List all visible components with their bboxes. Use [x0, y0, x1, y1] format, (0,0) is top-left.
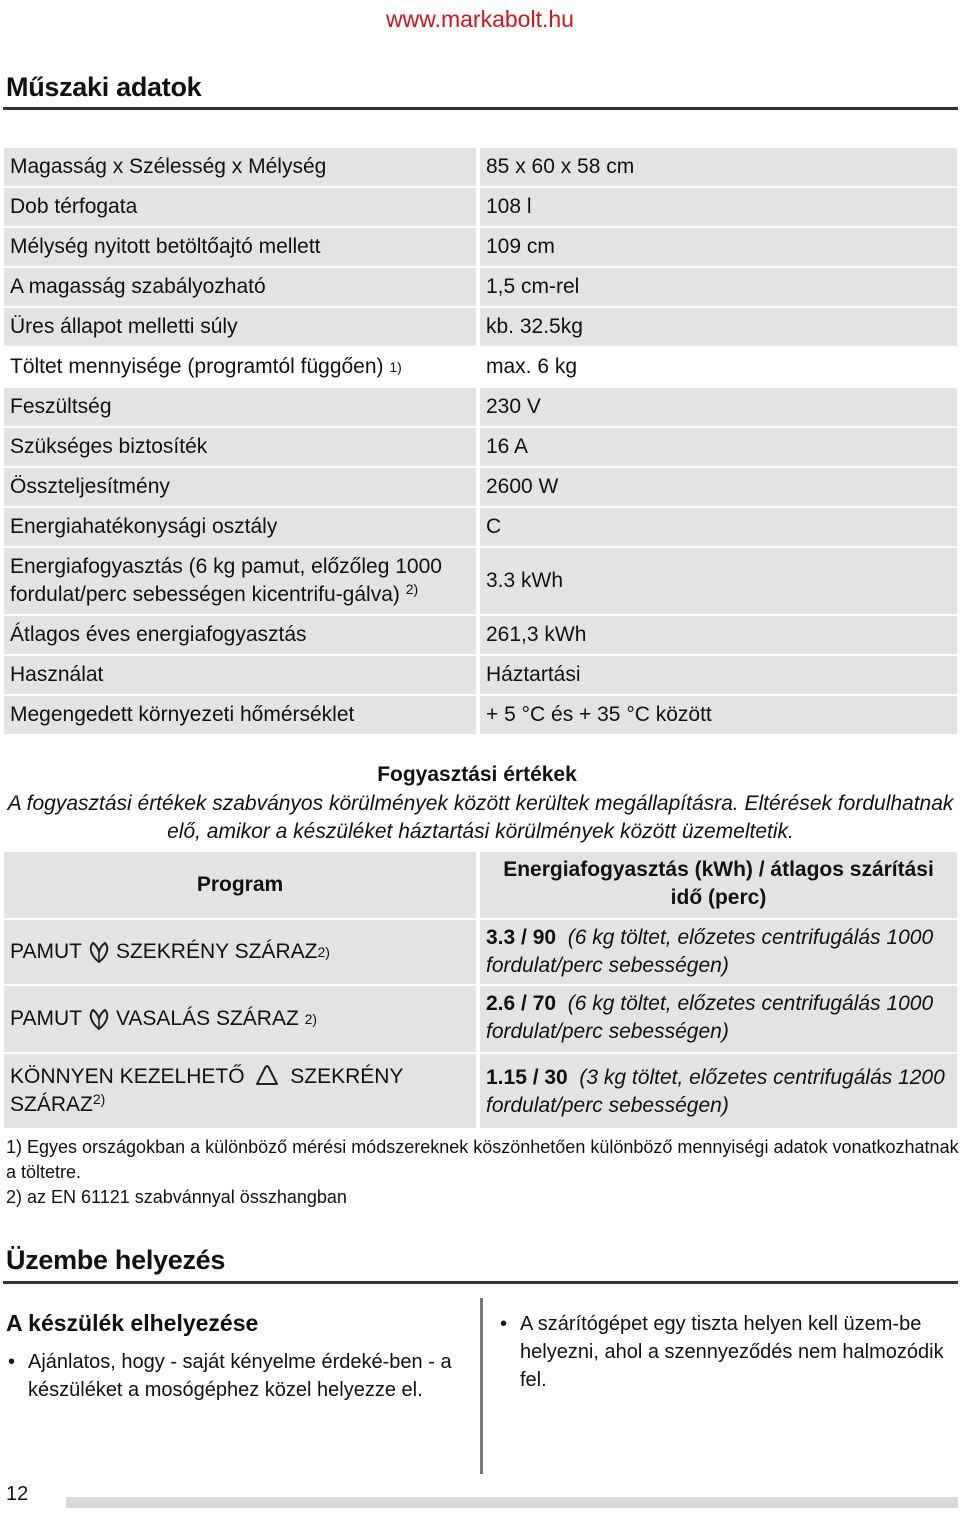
program-value-cell — [480, 920, 957, 984]
program-name: KÖNNYEN KEZELHETŐ — [10, 1065, 245, 1088]
table-row — [4, 228, 957, 268]
spec-label: Mélység nyitott betöltőajtó mellett — [4, 228, 476, 266]
table-row — [4, 548, 957, 616]
spec-value: max. 6 kg — [480, 348, 957, 386]
spec-value: 16 A — [480, 428, 957, 466]
spec-label: Magasság x Szélesség x Mélység — [4, 148, 476, 186]
table-row — [4, 616, 957, 656]
program-table — [4, 852, 957, 1130]
spec-label: Töltet mennyisége (programtól függően) — [10, 355, 384, 378]
table-row — [4, 696, 957, 736]
program-cell: PAMUT SZEKRÉNY SZÁRAZ 2) — [4, 920, 476, 984]
table-row — [4, 986, 957, 1054]
spec-label-cell: Töltet mennyisége (programtól függően) 1) — [4, 348, 476, 386]
table-row — [4, 428, 957, 468]
cotton-care-icon — [86, 1006, 112, 1032]
program-detail: (6 kg töltet, előzetes centrifugálás 1000 fordulat/perc sebességen) — [486, 992, 934, 1043]
list-item: • A szárítógépet egy tiszta helyen kell üzem-be helyezni, ahol a szennyeződés nem halmozódik fel. — [498, 1310, 958, 1394]
bullet-list-right — [498, 1310, 958, 1394]
spec-value: 85 x 60 x 58 cm — [480, 148, 957, 186]
spec-label: Összteljesítmény — [4, 468, 476, 506]
program-detail: (3 kg töltet, előzetes centrifugálás 1200 fordulat/perc sebességen) — [486, 1066, 945, 1117]
spec-value: 108 l — [480, 188, 957, 226]
program-mode: SZEKRÉNY SZÁRAZ — [10, 1065, 404, 1116]
spec-value: Háztartási — [480, 656, 957, 694]
list-item: • Ajánlatos, hogy - saját kényelme érdeké-ben - a készüléket a mosógéphez közel helyezze el. — [6, 1348, 466, 1404]
spec-label: Szükséges biztosíték — [4, 428, 476, 466]
program-detail: (6 kg töltet, előzetes centrifugálás 1000 fordulat/perc sebességen) — [486, 926, 934, 977]
program-name: PAMUT — [10, 940, 82, 963]
program-value: 1.15 / 30 — [486, 1066, 568, 1089]
page-number: 12 — [6, 1483, 29, 1505]
spec-label: Dob térfogata — [4, 188, 476, 226]
spec-label: Megengedett környezeti hőmérséklet — [4, 696, 476, 734]
program-mode: SZEKRÉNY SZÁRAZ — [115, 940, 318, 963]
spec-value: 1,5 cm-rel — [480, 268, 957, 306]
table-row — [4, 468, 957, 508]
program-cell: PAMUT VASALÁS SZÁRAZ 2) — [4, 986, 476, 1052]
title-divider — [3, 1281, 958, 1284]
spec-table — [4, 148, 957, 736]
program-cell — [4, 1054, 476, 1128]
spec-label: Üres állapot melletti súly — [4, 308, 476, 346]
table-row — [4, 308, 957, 348]
program-value: 3.3 / 90 — [486, 926, 557, 949]
easy-care-icon — [254, 1062, 280, 1088]
table-row — [4, 508, 957, 548]
footer-bar — [66, 1497, 958, 1508]
footnote-1: 1) Egyes országokban a különböző mérési módszereknek köszönhetően különböző mennyiségi adatok vonatkozhatnak a töltetre. — [6, 1137, 959, 1182]
program-value-cell — [480, 1054, 957, 1128]
consumption-title: Fogyasztási értékek — [377, 763, 577, 786]
footnote-ref: 2) — [92, 1091, 106, 1107]
subsection-title: A készülék elhelyezése — [6, 1310, 259, 1336]
program-value: 2.6 / 70 — [486, 992, 557, 1015]
column-header-value: Energiafogyasztás (kWh) / átlagos szárítási idő (perc) — [480, 852, 957, 918]
column-header-program: Program — [4, 852, 476, 918]
spec-label: Energiahatékonysági osztály — [4, 508, 476, 546]
table-row — [4, 656, 957, 696]
section-title-installation: Üzembe helyezés — [6, 1245, 226, 1275]
program-value-cell — [480, 986, 957, 1052]
section-title-tech-data: Műszaki adatok — [6, 72, 202, 102]
consumption-note: A fogyasztási értékek szabványos körülmények között kerültek megállapításra. Eltérések fordulhatnak elő, amikor a készüléket háztartási körülmények között üzemeltetik. — [7, 792, 954, 843]
spec-label-cell — [4, 548, 476, 614]
table-row — [4, 148, 957, 188]
table-row — [4, 920, 957, 986]
table-row — [4, 388, 957, 428]
table-row — [4, 188, 957, 228]
program-mode: VASALÁS SZÁRAZ — [115, 1007, 299, 1030]
bullet-list-left — [6, 1348, 466, 1404]
footnote-ref: 2) — [405, 581, 419, 597]
spec-value: 3.3 kWh — [480, 548, 957, 614]
spec-value: 230 V — [480, 388, 957, 426]
website-url: www.markabolt.hu — [386, 6, 574, 32]
spec-label: Használat — [4, 656, 476, 694]
spec-value: 2600 W — [480, 468, 957, 506]
table-header-row — [4, 852, 957, 920]
spec-value: 109 cm — [480, 228, 957, 266]
spec-label: Energiafogyasztás (6 kg pamut, előzőleg 1000 fordulat/perc sebességen kicentrifu-gálva) — [10, 555, 442, 606]
table-row — [4, 348, 957, 388]
spec-label: Feszültség — [4, 388, 476, 426]
table-row — [4, 268, 957, 308]
spec-value: C — [480, 508, 957, 546]
spec-label: Átlagos éves energiafogyasztás — [4, 616, 476, 654]
spec-label: A magasság szabályozható — [4, 268, 476, 306]
spec-value: kb. 32.5kg — [480, 308, 957, 346]
table-row — [4, 1054, 957, 1130]
column-divider — [480, 1298, 483, 1474]
spec-value: + 5 °C és + 35 °C között — [480, 696, 957, 734]
program-name: PAMUT — [10, 1007, 82, 1030]
footnote-2: 2) az EN 61121 szabvánnyal összhangban — [6, 1187, 347, 1207]
cotton-care-icon — [86, 939, 112, 965]
spec-value: 261,3 kWh — [480, 616, 957, 654]
title-divider — [3, 107, 958, 110]
